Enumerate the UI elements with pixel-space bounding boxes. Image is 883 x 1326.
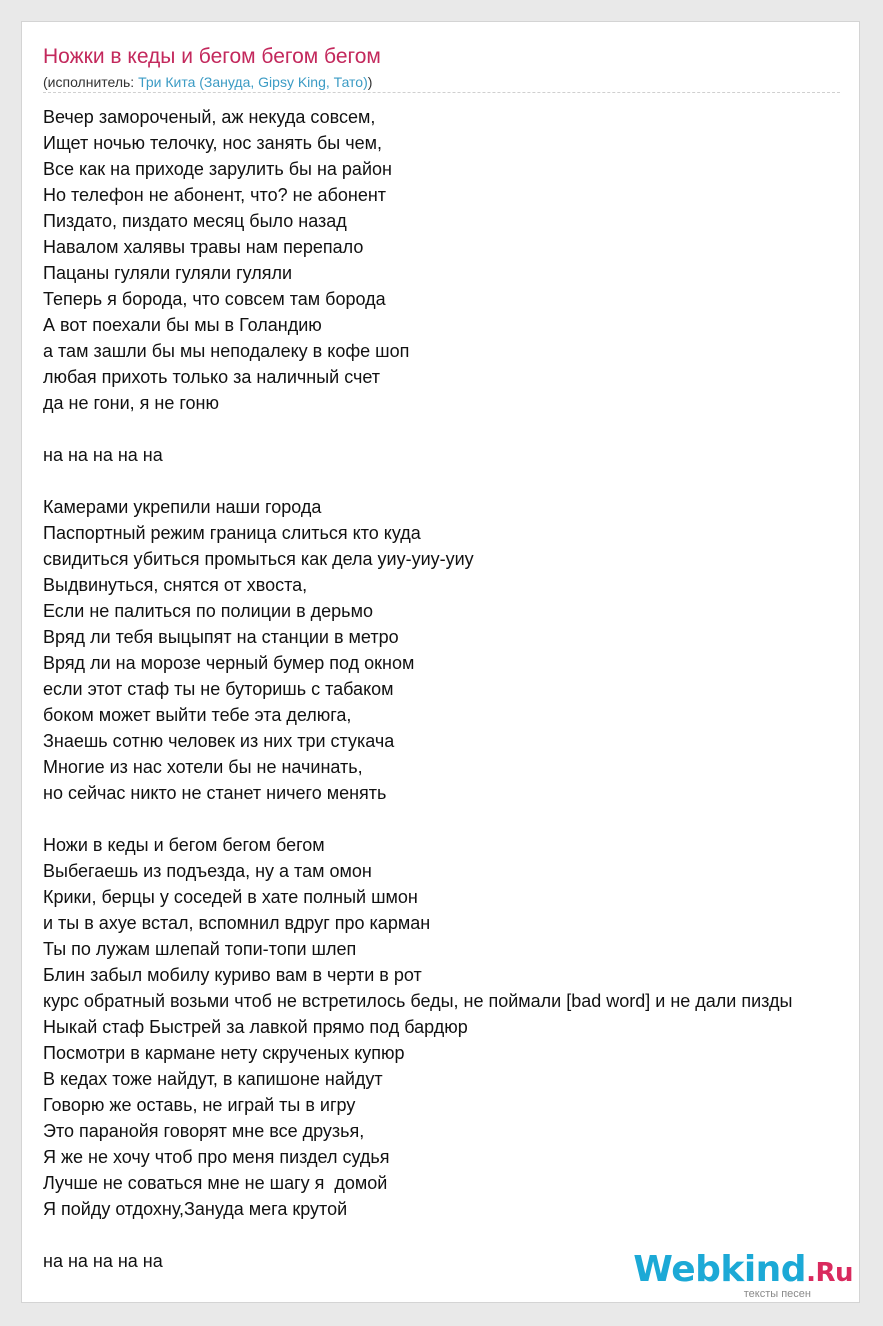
logo-main-text: Webkind [633, 1249, 807, 1290]
artist-suffix: ) [367, 74, 373, 90]
title-divider [43, 92, 840, 93]
artist-link[interactable]: Три Кита (Зануда, Gipsy King, Тато) [138, 74, 368, 90]
site-branding[interactable] [633, 1251, 853, 1300]
site-logo[interactable] [633, 1251, 853, 1292]
lyrics-text: Вечер замороченый, аж некуда совсем, Ищет ночью телочку, нос занять бы чем, Все как на приходе зарулить бы на район Но телефон не абонент, что? не абонент Пиздато, пиздато месяц было назад Навалом халявы травы нам перепало Пацаны гуляли гуляли гуляли Теперь я борода, что совсем там борода А вот поехали бы мы в Голандию а там зашли бы мы неподалеку в кофе шоп любая прихоть только за наличный счет да не гони, я не гоню на на на на на Камерами укрепили наши города Паспортный режим граница слиться кто куда свидиться убиться промыться как дела уиу-уиу-уиу Выдвинуться, снятся от хвоста, Если не палиться по полиции в дерьмо Вряд ли тебя выцыпят на станции в метро Вряд ли на морозе черный бумер под окном если этот стаф ты не буторишь с табаком боком может выйти тебе эта делюга, Знаешь сотню человек из них три стукача Многие из нас хотели бы не начинать, но сейчас никто не станет ничего менять Ножи в кеды и бегом бегом бегом Выбегаешь из подъезда, ну а там омон Крики, берцы у соседей в хате полный шмон и ты в ахуе встал, вспомнил вдруг про карман Ты по лужам шлепай топи-топи шлеп Блин забыл мобилу куриво вам в черти в рот курс обратный возьми чтоб не встретилось беды, не поймали [bad word] и не дали пизды Ныкай стаф Быстрей за лавкой прямо под бардюр Посмотри в кармане нету скрученых купюр В кедах тоже найдут, в капишоне найдут Говорю же оставь, не играй ты в игру Это паранойя говорят мне все друзья, Я же не хочу чтоб про меня пиздел судья Лучше не соваться мне не шагу я домой Я пойду отдохну,Зануда мега крутой на на на на на [43, 107, 793, 1271]
lyrics-card [21, 21, 860, 1303]
artist-line [43, 73, 372, 91]
logo-tld-text: .Ru [806, 1258, 853, 1288]
artist-prefix: (исполнитель: [43, 74, 139, 90]
site-tagline: тексты песен [743, 1288, 811, 1300]
song-title: Ножки в кеды и бегом бегом бегом [43, 45, 381, 68]
